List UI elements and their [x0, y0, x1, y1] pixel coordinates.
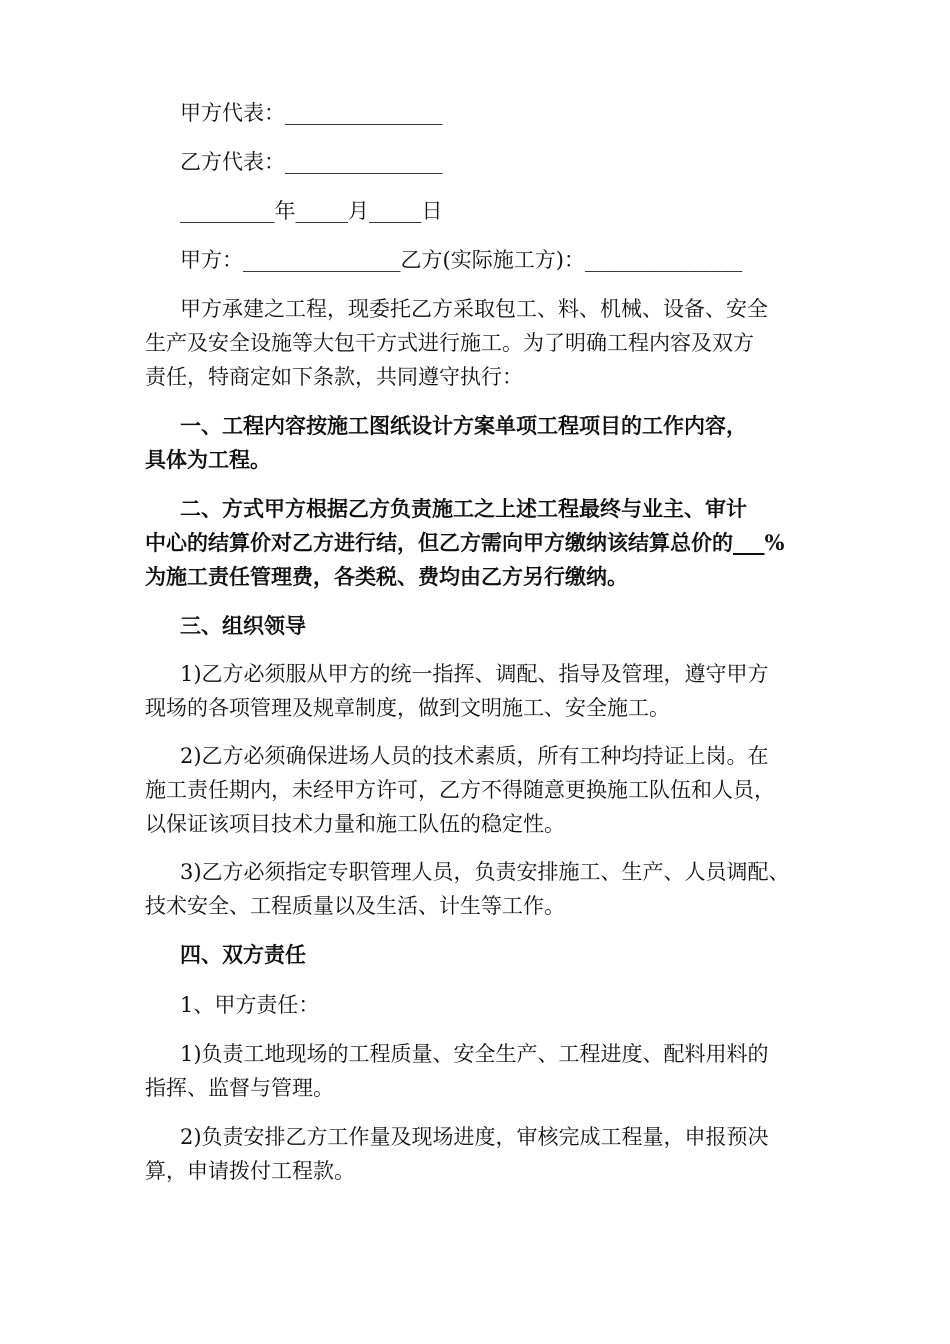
section-4-heading: 四、双方责任 — [180, 942, 306, 967]
section-2-heading-line-1: 二、方式甲方根据乙方负责施工之上述工程最终与业主、审计 — [180, 496, 747, 521]
item-3-1-line-1: 1)乙方必须服从甲方的统一指挥、调配、指导及管理，遵守甲方 — [180, 662, 769, 686]
item-3-2-line-3: 以保证该项目技术力量和施工队伍的稳定性。 — [145, 812, 565, 836]
item-3-3-line-2: 技术安全、工程质量以及生活、计生等工作。 — [145, 894, 565, 918]
parties-line: 甲方：_______________乙方(实际施工方)：_______________ — [180, 248, 743, 272]
item-3-2-line-2: 施工责任期内，未经甲方许可，乙方不得随意更换施工队伍和人员， — [145, 778, 775, 802]
item-3-2-line-1: 2)乙方必须确保进场人员的技术素质，所有工种均持证上岗。在 — [180, 744, 769, 768]
item-4-1-1-line-2: 指挥、监督与管理。 — [145, 1076, 334, 1100]
intro-paragraph-line-2: 生产及安全设施等大包干方式进行施工。为了明确工程内容及双方 — [145, 331, 754, 355]
intro-paragraph-line-1: 甲方承建之工程，现委托乙方采取包工、料、机械、设备、安全 — [180, 297, 768, 321]
party-b-representative-line: 乙方代表：_______________ — [180, 150, 443, 174]
section-1-heading-line-1: 一、工程内容按施工图纸设计方案单项工程项目的工作内容， — [180, 413, 747, 438]
section-2-heading-line-3: 为施工责任管理费，各类税、费均由乙方另行缴纳。 — [145, 564, 628, 589]
section-3-heading: 三、组织领导 — [180, 613, 306, 638]
item-4-1-1-line-1: 1)负责工地现场的工程质量、安全生产、工程进度、配料用料的 — [180, 1042, 769, 1066]
party-a-duties-heading: 1、甲方责任： — [180, 993, 320, 1017]
item-4-1-2-line-2: 算，申请拨付工程款。 — [145, 1159, 355, 1183]
party-a-representative-line: 甲方代表：_______________ — [180, 101, 443, 125]
item-4-1-2-line-1: 2)负责安排乙方工作量及现场进度，审核完成工程量，申报预决 — [180, 1125, 769, 1149]
item-3-3-line-1: 3)乙方必须指定专职管理人员，负责安排施工、生产、人员调配、 — [180, 860, 790, 884]
intro-paragraph-line-3: 责任，特商定如下条款，共同遵守执行： — [145, 365, 523, 389]
item-3-1-line-2: 现场的各项管理及规章制度，做到文明施工、安全施工。 — [145, 696, 670, 720]
section-2-heading-line-2: 中心的结算价对乙方进行结，但乙方需向甲方缴纳该结算总价的___% — [145, 530, 785, 555]
date-line: _________年_____月_____日 — [180, 199, 443, 223]
section-1-heading-line-2: 具体为工程。 — [145, 447, 271, 472]
